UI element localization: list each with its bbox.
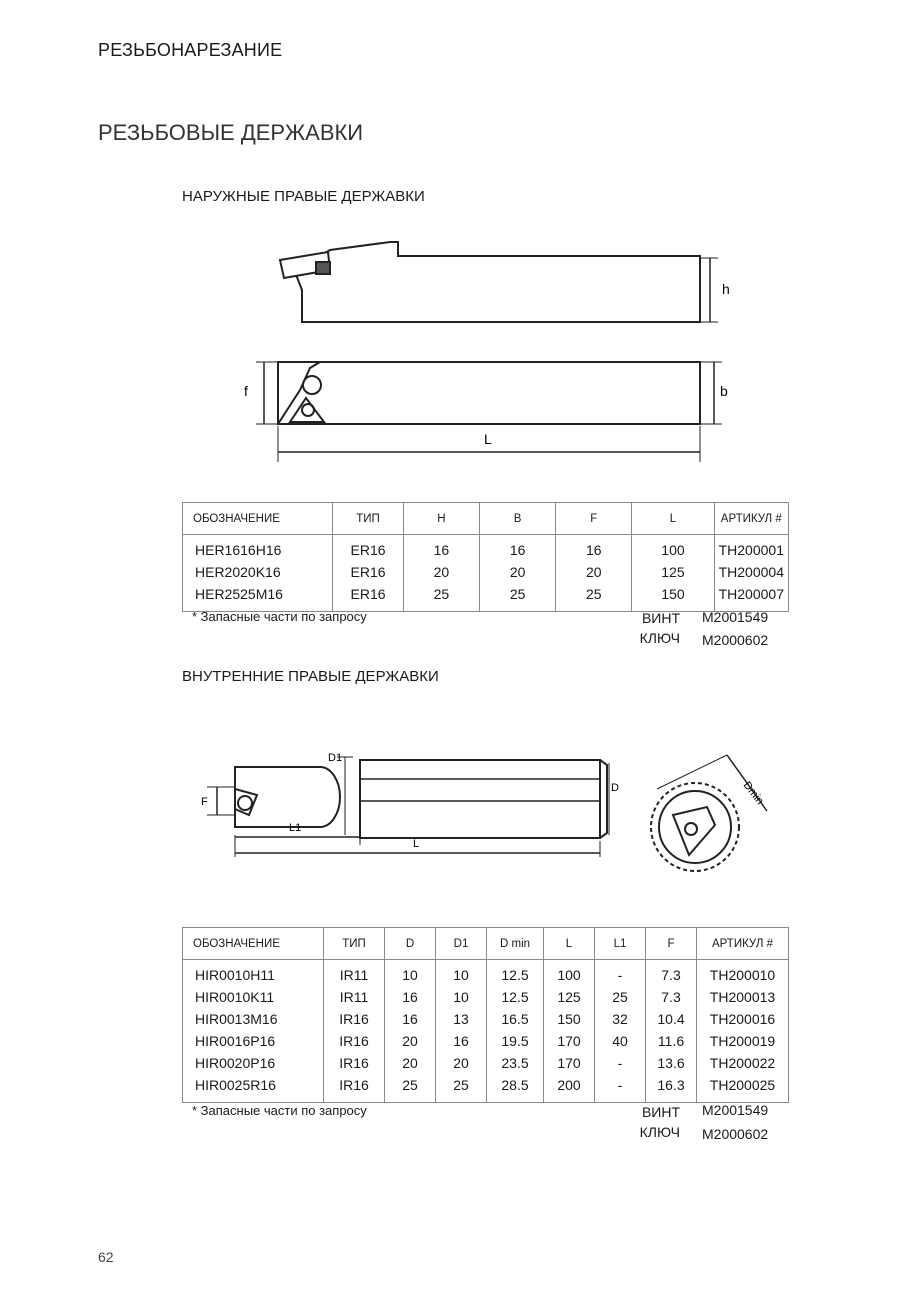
- col-l: L: [544, 928, 595, 960]
- screw-code: M2001549: [702, 1102, 769, 1118]
- col-type: ТИП: [333, 503, 404, 535]
- table-row: HIR0016P16 IR16 20 16 19.5 170 40 11.6 TH200019: [183, 1030, 789, 1052]
- col-b: B: [480, 503, 556, 535]
- table-row: HIR0013M16 IR16 16 13 16.5 150 32 10.4 TH200016: [183, 1008, 789, 1030]
- col-article: АРТИКУЛ #: [697, 928, 789, 960]
- dim-l1-label: L1: [289, 822, 302, 834]
- table-row: HIR0025R16 IR16 25 25 28.5 200 - 16.3 TH200025: [183, 1074, 789, 1103]
- external-holder-drawing: [240, 230, 740, 470]
- col-l1: L1: [595, 928, 646, 960]
- col-d: D: [385, 928, 436, 960]
- section-header: РЕЗЬБОНАРЕЗАНИЕ: [98, 40, 283, 60]
- col-f: F: [556, 503, 632, 535]
- col-l: L: [632, 503, 714, 535]
- dim-d1-label: D1: [328, 752, 343, 764]
- col-designation: ОБОЗНАЧЕНИЕ: [183, 503, 333, 535]
- table-header-row: [183, 928, 789, 960]
- key-label: КЛЮЧ: [639, 1124, 680, 1140]
- table-row: HIR0020P16 IR16 20 20 23.5 170 - 13.6 TH200022: [183, 1052, 789, 1074]
- dim-b-label: b: [720, 383, 728, 399]
- col-d1: D1: [436, 928, 487, 960]
- dim-l-label: L: [413, 838, 420, 850]
- page-title: РЕЗЬБОВЫЕ ДЕРЖАВКИ: [98, 120, 364, 145]
- table-row: HER2020K16 ER16 20 20 20 125 TH200004: [183, 561, 789, 583]
- table-row: HER1616H16 ER16 16 16 16 100 TH200001: [183, 535, 789, 562]
- col-h: H: [403, 503, 479, 535]
- internal-holder-drawing: [195, 745, 785, 885]
- dim-dmin-label: Dmin: [740, 779, 766, 808]
- col-dmin: D min: [487, 928, 544, 960]
- spare-parts-note: * Запасные части по запросу: [192, 1103, 367, 1118]
- screw-code: M2001549: [702, 609, 769, 625]
- col-f: F: [646, 928, 697, 960]
- dim-f-label: f: [244, 383, 248, 399]
- key-code: M2000602: [702, 1126, 769, 1142]
- table-row: HIR0010H11 IR11 10 10 12.5 100 - 7.3 TH200010: [183, 960, 789, 987]
- dim-h-label: h: [722, 281, 730, 297]
- internal-holders-table: [182, 927, 789, 1103]
- dim-d-label: D: [611, 782, 619, 794]
- table-header-row: [183, 503, 789, 535]
- external-holders-heading: НАРУЖНЫЕ ПРАВЫЕ ДЕРЖАВКИ: [182, 188, 425, 205]
- spare-parts-note: * Запасные части по запросу: [192, 609, 367, 624]
- key-label: КЛЮЧ: [639, 630, 680, 646]
- external-holders-table: [182, 502, 789, 612]
- screw-label: ВИНТ: [641, 610, 680, 626]
- internal-holders-heading: ВНУТРЕННИЕ ПРАВЫЕ ДЕРЖАВКИ: [182, 668, 439, 685]
- key-code: M2000602: [702, 632, 769, 648]
- page-number: 62: [98, 1249, 114, 1265]
- col-article: АРТИКУЛ #: [714, 503, 788, 535]
- col-designation: ОБОЗНАЧЕНИЕ: [183, 928, 324, 960]
- table-row: HIR0010K11 IR11 16 10 12.5 125 25 7.3 TH200013: [183, 986, 789, 1008]
- screw-label: ВИНТ: [641, 1104, 680, 1120]
- col-type: ТИП: [324, 928, 385, 960]
- dim-l-label: L: [484, 431, 492, 447]
- dim-f-label: F: [201, 796, 208, 808]
- table-row: HER2525M16 ER16 25 25 25 150 TH200007: [183, 583, 789, 612]
